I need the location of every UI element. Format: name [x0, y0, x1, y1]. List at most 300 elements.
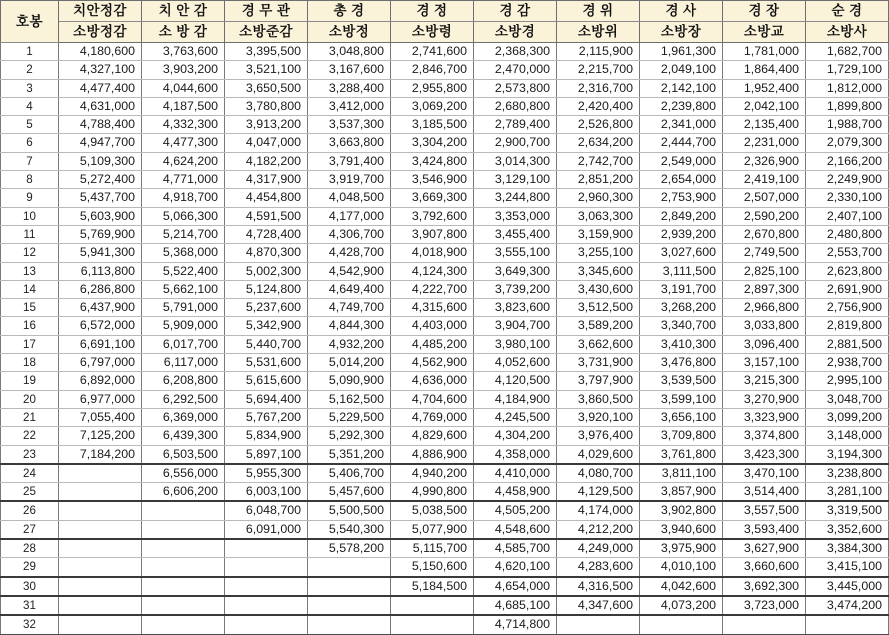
pay-cell: 5,038,500	[391, 501, 474, 520]
pay-cell: 4,428,700	[308, 244, 391, 262]
pay-cell	[308, 615, 391, 634]
pay-cell: 2,526,800	[557, 116, 640, 134]
table-row	[1, 225, 889, 243]
pay-cell: 3,111,500	[640, 262, 723, 280]
pay-cell: 3,975,900	[640, 539, 723, 558]
table-row	[1, 335, 889, 353]
pay-cell: 3,723,000	[723, 596, 806, 615]
pay-cell: 5,342,900	[225, 317, 308, 335]
pay-cell: 4,685,100	[474, 596, 557, 615]
pay-cell: 3,627,900	[723, 539, 806, 558]
pay-cell: 3,599,100	[640, 390, 723, 408]
pay-cell: 2,480,800	[806, 225, 889, 243]
pay-cell: 4,458,900	[474, 483, 557, 502]
pay-cell	[225, 577, 308, 596]
pay-cell: 6,606,200	[142, 483, 225, 502]
pay-cell: 4,327,100	[59, 61, 142, 79]
pay-cell: 2,938,700	[806, 354, 889, 372]
pay-cell: 3,860,500	[557, 390, 640, 408]
pay-cell: 5,229,500	[308, 408, 391, 426]
pay-cell: 6,797,000	[59, 354, 142, 372]
pay-cell: 4,654,000	[474, 577, 557, 596]
row-step-number: 30	[1, 577, 59, 596]
pay-cell: 5,237,600	[225, 299, 308, 317]
header-fire-rank-9: 소방사	[806, 22, 889, 43]
header-fire-rank-8: 소방교	[723, 22, 806, 43]
table-row	[1, 244, 889, 262]
pay-cell: 5,909,000	[142, 317, 225, 335]
header-fire-rank-5: 소방경	[474, 22, 557, 43]
pay-cell: 1,812,000	[806, 79, 889, 97]
pay-cell: 6,503,500	[142, 445, 225, 464]
row-step-number: 26	[1, 501, 59, 520]
pay-cell: 3,244,800	[474, 189, 557, 207]
pay-cell	[225, 615, 308, 634]
pay-cell: 4,749,700	[308, 299, 391, 317]
table-row	[1, 79, 889, 97]
pay-cell: 4,769,000	[391, 408, 474, 426]
pay-cell: 3,148,000	[806, 427, 889, 445]
pay-cell: 4,585,700	[474, 539, 557, 558]
pay-cell: 3,129,100	[474, 171, 557, 189]
pay-cell: 3,323,900	[723, 408, 806, 426]
table-row	[1, 520, 889, 539]
pay-cell: 4,947,700	[59, 134, 142, 152]
pay-cell: 4,918,700	[142, 189, 225, 207]
table-row	[1, 577, 889, 596]
pay-cell: 4,129,500	[557, 483, 640, 502]
pay-cell: 3,185,500	[391, 116, 474, 134]
pay-cell: 4,184,900	[474, 390, 557, 408]
row-step-number: 12	[1, 244, 59, 262]
pay-cell: 3,412,000	[308, 97, 391, 115]
pay-cell: 2,215,700	[557, 61, 640, 79]
pay-cell: 3,976,400	[557, 427, 640, 445]
pay-cell: 4,714,800	[474, 615, 557, 634]
pay-cell: 5,457,600	[308, 483, 391, 502]
pay-cell: 3,763,600	[142, 43, 225, 61]
row-step-number: 7	[1, 152, 59, 170]
pay-cell	[391, 615, 474, 634]
pay-cell: 3,792,600	[391, 207, 474, 225]
row-step-number: 22	[1, 427, 59, 445]
pay-cell: 4,728,400	[225, 225, 308, 243]
header-police-rank-1: 치 안 감	[142, 1, 225, 22]
header-police-rank-5: 경 감	[474, 1, 557, 22]
pay-cell	[308, 558, 391, 577]
pay-cell: 1,961,300	[640, 43, 723, 61]
pay-cell: 5,272,400	[59, 171, 142, 189]
pay-cell: 2,507,000	[723, 189, 806, 207]
pay-cell: 3,919,700	[308, 171, 391, 189]
pay-cell: 3,902,800	[640, 501, 723, 520]
table-row	[1, 483, 889, 502]
pay-cell: 3,063,300	[557, 207, 640, 225]
header-fire-rank-4: 소방령	[391, 22, 474, 43]
pay-cell: 2,670,800	[723, 225, 806, 243]
pay-cell: 3,907,800	[391, 225, 474, 243]
pay-cell: 6,437,900	[59, 299, 142, 317]
pay-cell: 5,440,700	[225, 335, 308, 353]
pay-cell: 2,623,800	[806, 262, 889, 280]
pay-cell: 4,180,600	[59, 43, 142, 61]
pay-cell: 6,439,300	[142, 427, 225, 445]
pay-cell	[59, 596, 142, 615]
pay-cell: 2,846,700	[391, 61, 474, 79]
pay-cell: 3,649,300	[474, 262, 557, 280]
pay-cell: 3,650,500	[225, 79, 308, 97]
pay-cell: 3,476,800	[640, 354, 723, 372]
table-row	[1, 596, 889, 615]
pay-cell: 4,886,900	[391, 445, 474, 464]
row-step-number: 18	[1, 354, 59, 372]
row-step-number: 2	[1, 61, 59, 79]
pay-cell: 5,834,900	[225, 427, 308, 445]
pay-cell: 4,485,200	[391, 335, 474, 353]
pay-cell: 3,270,900	[723, 390, 806, 408]
pay-cell: 3,692,300	[723, 577, 806, 596]
pay-cell: 2,960,300	[557, 189, 640, 207]
pay-cell: 3,069,200	[391, 97, 474, 115]
pay-cell: 5,578,200	[308, 539, 391, 558]
pay-cell	[142, 520, 225, 539]
pay-cell: 2,368,300	[474, 43, 557, 61]
pay-cell: 3,731,900	[557, 354, 640, 372]
pay-cell: 4,222,700	[391, 280, 474, 298]
pay-cell	[225, 539, 308, 558]
pay-cell	[640, 615, 723, 634]
pay-cell: 4,316,500	[557, 577, 640, 596]
pay-cell	[59, 520, 142, 539]
row-step-number: 1	[1, 43, 59, 61]
pay-cell: 2,549,000	[640, 152, 723, 170]
pay-cell: 3,470,100	[723, 464, 806, 483]
pay-cell: 6,048,700	[225, 501, 308, 520]
table-row	[1, 171, 889, 189]
pay-cell: 3,255,100	[557, 244, 640, 262]
pay-cell: 2,691,900	[806, 280, 889, 298]
pay-cell: 3,940,600	[640, 520, 723, 539]
pay-cell: 3,445,000	[806, 577, 889, 596]
pay-cell: 2,326,900	[723, 152, 806, 170]
row-step-number: 6	[1, 134, 59, 152]
pay-cell: 5,292,300	[308, 427, 391, 445]
pay-cell: 5,002,300	[225, 262, 308, 280]
pay-cell: 3,288,400	[308, 79, 391, 97]
row-step-number: 29	[1, 558, 59, 577]
pay-cell: 3,159,900	[557, 225, 640, 243]
pay-cell: 5,767,200	[225, 408, 308, 426]
pay-cell: 3,663,800	[308, 134, 391, 152]
pay-cell	[59, 577, 142, 596]
table-row	[1, 43, 889, 61]
pay-cell: 4,018,900	[391, 244, 474, 262]
row-step-number: 11	[1, 225, 59, 243]
pay-cell: 5,522,400	[142, 262, 225, 280]
pay-cell: 4,410,000	[474, 464, 557, 483]
pay-cell: 1,952,400	[723, 79, 806, 97]
header-police-rank-6: 경 위	[557, 1, 640, 22]
pay-cell: 5,955,300	[225, 464, 308, 483]
pay-cell: 3,099,200	[806, 408, 889, 426]
table-row	[1, 280, 889, 298]
pay-cell: 2,849,200	[640, 207, 723, 225]
pay-cell: 3,374,800	[723, 427, 806, 445]
pay-cell: 3,537,300	[308, 116, 391, 134]
pay-cell: 3,739,200	[474, 280, 557, 298]
pay-cell: 3,281,100	[806, 483, 889, 502]
pay-cell: 3,048,800	[308, 43, 391, 61]
pay-cell: 3,430,600	[557, 280, 640, 298]
pay-cell: 3,557,500	[723, 501, 806, 520]
pay-cell: 4,624,200	[142, 152, 225, 170]
pay-cell: 4,704,600	[391, 390, 474, 408]
table-row	[1, 372, 889, 390]
pay-cell: 3,669,300	[391, 189, 474, 207]
row-step-number: 14	[1, 280, 59, 298]
pay-cell: 2,955,800	[391, 79, 474, 97]
pay-cell: 4,080,700	[557, 464, 640, 483]
pay-cell: 4,620,100	[474, 558, 557, 577]
table-row	[1, 354, 889, 372]
pay-cell: 5,115,700	[391, 539, 474, 558]
pay-cell: 3,512,500	[557, 299, 640, 317]
pay-cell: 6,977,000	[59, 390, 142, 408]
pay-cell: 4,283,600	[557, 558, 640, 577]
table-row	[1, 427, 889, 445]
pay-cell: 2,142,100	[640, 79, 723, 97]
table-row	[1, 615, 889, 634]
pay-cell: 4,477,300	[142, 134, 225, 152]
header-police-rank-7: 경 사	[640, 1, 723, 22]
table-row	[1, 390, 889, 408]
pay-cell: 3,340,700	[640, 317, 723, 335]
table-row	[1, 317, 889, 335]
pay-cell: 2,819,800	[806, 317, 889, 335]
pay-cell: 2,654,000	[640, 171, 723, 189]
pay-cell: 2,749,500	[723, 244, 806, 262]
pay-cell: 2,634,200	[557, 134, 640, 152]
pay-cell: 6,556,000	[142, 464, 225, 483]
header-fire-rank-3: 소방정	[308, 22, 391, 43]
pay-cell: 5,214,700	[142, 225, 225, 243]
pay-cell: 4,932,200	[308, 335, 391, 353]
pay-cell: 5,109,300	[59, 152, 142, 170]
pay-cell: 2,444,700	[640, 134, 723, 152]
pay-cell: 2,135,400	[723, 116, 806, 134]
pay-cell: 6,572,000	[59, 317, 142, 335]
pay-cell	[142, 615, 225, 634]
row-step-number: 8	[1, 171, 59, 189]
pay-cell: 3,395,500	[225, 43, 308, 61]
pay-cell: 3,423,300	[723, 445, 806, 464]
pay-cell	[142, 558, 225, 577]
header-police-rank-8: 경 장	[723, 1, 806, 22]
pay-cell	[142, 577, 225, 596]
pay-cell: 3,474,200	[806, 596, 889, 615]
pay-cell	[142, 539, 225, 558]
pay-cell: 2,341,000	[640, 116, 723, 134]
pay-cell: 6,369,000	[142, 408, 225, 426]
pay-cell: 3,920,100	[557, 408, 640, 426]
pay-cell: 6,691,100	[59, 335, 142, 353]
row-step-number: 13	[1, 262, 59, 280]
row-step-number: 27	[1, 520, 59, 539]
pay-cell: 7,184,200	[59, 445, 142, 464]
pay-cell: 3,593,400	[723, 520, 806, 539]
header-fire-rank-2: 소방준감	[225, 22, 308, 43]
pay-cell: 5,014,200	[308, 354, 391, 372]
pay-cell: 5,694,400	[225, 390, 308, 408]
pay-cell: 6,017,700	[142, 335, 225, 353]
row-step-number: 19	[1, 372, 59, 390]
pay-cell: 2,995,100	[806, 372, 889, 390]
pay-cell: 3,660,600	[723, 558, 806, 577]
pay-cell: 4,477,400	[59, 79, 142, 97]
pay-cell	[59, 539, 142, 558]
pay-cell: 3,823,600	[474, 299, 557, 317]
pay-cell: 2,742,700	[557, 152, 640, 170]
pay-cell: 4,332,300	[142, 116, 225, 134]
pay-cell: 4,542,900	[308, 262, 391, 280]
header-police-rank-9: 순 경	[806, 1, 889, 22]
pay-cell: 2,239,800	[640, 97, 723, 115]
pay-cell: 6,292,500	[142, 390, 225, 408]
row-step-number: 4	[1, 97, 59, 115]
pay-cell: 2,166,200	[806, 152, 889, 170]
pay-cell: 6,091,000	[225, 520, 308, 539]
pay-cell	[225, 558, 308, 577]
header-fire-rank-7: 소방장	[640, 22, 723, 43]
pay-cell: 2,316,700	[557, 79, 640, 97]
header-row-police	[1, 1, 889, 22]
pay-cell: 4,591,500	[225, 207, 308, 225]
table-header	[1, 1, 889, 43]
pay-cell: 3,791,400	[308, 152, 391, 170]
pay-cell: 5,662,100	[142, 280, 225, 298]
pay-cell: 3,014,300	[474, 152, 557, 170]
pay-cell: 2,881,500	[806, 335, 889, 353]
pay-cell	[308, 596, 391, 615]
header-police-rank-3: 총 경	[308, 1, 391, 22]
pay-cell: 2,590,200	[723, 207, 806, 225]
pay-cell	[557, 615, 640, 634]
pay-cell	[225, 596, 308, 615]
row-step-number: 10	[1, 207, 59, 225]
pay-cell: 3,191,700	[640, 280, 723, 298]
pay-cell: 4,304,200	[474, 427, 557, 445]
pay-cell: 5,124,800	[225, 280, 308, 298]
pay-cell: 2,897,300	[723, 280, 806, 298]
pay-cell: 5,500,500	[308, 501, 391, 520]
pay-cell: 4,505,200	[474, 501, 557, 520]
pay-cell: 4,636,000	[391, 372, 474, 390]
pay-cell: 3,415,100	[806, 558, 889, 577]
pay-cell: 4,358,000	[474, 445, 557, 464]
pay-cell: 3,709,800	[640, 427, 723, 445]
pay-cell: 3,268,200	[640, 299, 723, 317]
pay-cell: 4,649,400	[308, 280, 391, 298]
row-step-number: 3	[1, 79, 59, 97]
row-step-number: 25	[1, 483, 59, 502]
pay-cell: 3,980,100	[474, 335, 557, 353]
table-row	[1, 445, 889, 464]
row-step-number: 32	[1, 615, 59, 634]
pay-cell: 6,117,000	[142, 354, 225, 372]
pay-cell: 2,825,100	[723, 262, 806, 280]
row-step-number: 9	[1, 189, 59, 207]
pay-cell: 3,304,200	[391, 134, 474, 152]
row-step-number: 16	[1, 317, 59, 335]
pay-cell: 2,851,200	[557, 171, 640, 189]
pay-cell: 3,904,700	[474, 317, 557, 335]
header-fire-rank-6: 소방위	[557, 22, 640, 43]
pay-cell: 4,048,500	[308, 189, 391, 207]
row-step-number: 31	[1, 596, 59, 615]
row-step-number: 5	[1, 116, 59, 134]
pay-cell: 2,231,000	[723, 134, 806, 152]
row-step-number: 28	[1, 539, 59, 558]
pay-cell: 3,027,600	[640, 244, 723, 262]
pay-cell: 6,113,800	[59, 262, 142, 280]
pay-cell: 4,073,200	[640, 596, 723, 615]
header-police-rank-2: 경 무 관	[225, 1, 308, 22]
pay-cell: 4,631,000	[59, 97, 142, 115]
pay-cell: 2,407,100	[806, 207, 889, 225]
pay-cell: 4,047,000	[225, 134, 308, 152]
pay-cell: 6,003,100	[225, 483, 308, 502]
pay-cell	[308, 577, 391, 596]
pay-cell: 4,788,400	[59, 116, 142, 134]
pay-cell: 1,988,700	[806, 116, 889, 134]
pay-cell: 5,184,500	[391, 577, 474, 596]
header-row-fire	[1, 22, 889, 43]
table-row	[1, 189, 889, 207]
pay-cell	[59, 464, 142, 483]
pay-cell: 5,791,000	[142, 299, 225, 317]
pay-cell: 3,780,800	[225, 97, 308, 115]
pay-cell: 2,249,900	[806, 171, 889, 189]
pay-cell: 3,546,900	[391, 171, 474, 189]
pay-cell: 2,079,300	[806, 134, 889, 152]
pay-cell: 2,789,400	[474, 116, 557, 134]
pay-cell: 2,419,100	[723, 171, 806, 189]
pay-cell: 7,055,400	[59, 408, 142, 426]
pay-cell: 6,286,800	[59, 280, 142, 298]
pay-cell: 4,124,300	[391, 262, 474, 280]
pay-cell: 3,319,500	[806, 501, 889, 520]
pay-cell: 4,042,600	[640, 577, 723, 596]
pay-cell: 4,249,000	[557, 539, 640, 558]
pay-cell: 4,829,600	[391, 427, 474, 445]
pay-cell	[142, 596, 225, 615]
table-row	[1, 299, 889, 317]
pay-cell: 3,096,400	[723, 335, 806, 353]
pay-cell: 4,212,200	[557, 520, 640, 539]
table-row	[1, 207, 889, 225]
row-step-number: 17	[1, 335, 59, 353]
pay-cell: 4,940,200	[391, 464, 474, 483]
row-step-number: 20	[1, 390, 59, 408]
pay-cell: 4,306,700	[308, 225, 391, 243]
pay-cell: 2,049,100	[640, 61, 723, 79]
pay-cell: 4,174,000	[557, 501, 640, 520]
pay-cell: 5,066,300	[142, 207, 225, 225]
pay-cell: 3,352,600	[806, 520, 889, 539]
pay-cell: 3,555,100	[474, 244, 557, 262]
pay-cell: 4,403,000	[391, 317, 474, 335]
table-row	[1, 134, 889, 152]
